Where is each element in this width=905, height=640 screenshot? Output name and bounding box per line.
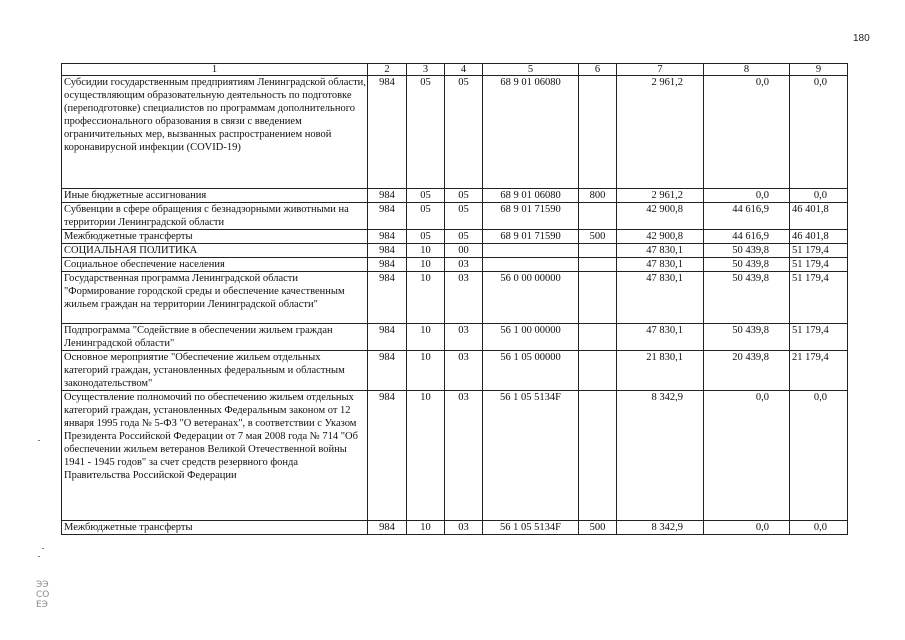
target-item-cell: 68 9 01 71590 [483, 203, 579, 230]
amount-year1-cell: 2 961,2 [617, 189, 704, 203]
table-row [62, 324, 848, 351]
expense-type-cell [579, 351, 617, 391]
table-row [62, 203, 848, 230]
grbs-code-cell: 984 [368, 244, 407, 258]
amount-year3-cell: 21 179,4 [790, 351, 848, 391]
grbs-code-cell: 984 [368, 324, 407, 351]
table-row [62, 521, 848, 535]
table-row [62, 189, 848, 203]
expense-type-cell: 500 [579, 521, 617, 535]
amount-year3-cell: 46 401,8 [790, 230, 848, 244]
subsection-code-cell: 05 [445, 76, 483, 189]
amount-year2-cell: 50 439,8 [704, 244, 790, 258]
table-body [62, 76, 848, 535]
column-number: 5 [483, 64, 579, 76]
expense-type-cell: 800 [579, 189, 617, 203]
expense-type-cell [579, 391, 617, 521]
margin-mark: ЕЭ [36, 600, 48, 610]
expense-type-cell [579, 203, 617, 230]
amount-year1-cell: 47 830,1 [617, 244, 704, 258]
amount-year3-cell: 51 179,4 [790, 258, 848, 272]
target-item-cell: 56 1 05 5134F [483, 391, 579, 521]
amount-year1-cell: 47 830,1 [617, 258, 704, 272]
column-number: 9 [790, 64, 848, 76]
row-name-cell: Социальное обеспечение населения [62, 258, 368, 272]
amount-year3-cell: 0,0 [790, 391, 848, 521]
table-row [62, 391, 848, 521]
target-item-cell: 68 9 01 71590 [483, 230, 579, 244]
grbs-code-cell: 984 [368, 203, 407, 230]
section-code-cell: 05 [407, 76, 445, 189]
amount-year1-cell: 47 830,1 [617, 324, 704, 351]
amount-year2-cell: 20 439,8 [704, 351, 790, 391]
amount-year2-cell: 44 616,9 [704, 203, 790, 230]
row-name-cell: Межбюджетные трансферты [62, 521, 368, 535]
row-name-cell: Основное мероприятие "Обеспечение жильем отдельных категорий граждан, установленных федеральным и областным законодательством" [62, 351, 368, 391]
amount-year1-cell: 47 830,1 [617, 272, 704, 324]
target-item-cell: 56 1 05 00000 [483, 351, 579, 391]
row-name-cell: Межбюджетные трансферты [62, 230, 368, 244]
grbs-code-cell: 984 [368, 272, 407, 324]
section-code-cell: 10 [407, 324, 445, 351]
amount-year3-cell: 51 179,4 [790, 324, 848, 351]
column-number: 3 [407, 64, 445, 76]
section-code-cell: 10 [407, 244, 445, 258]
expense-type-cell [579, 324, 617, 351]
amount-year2-cell: 0,0 [704, 521, 790, 535]
table-row [62, 230, 848, 244]
target-item-cell [483, 258, 579, 272]
section-code-cell: 10 [407, 258, 445, 272]
page-number: 180 [853, 33, 870, 44]
subsection-code-cell: 03 [445, 258, 483, 272]
subsection-code-cell: 05 [445, 189, 483, 203]
column-number: 4 [445, 64, 483, 76]
section-code-cell: 10 [407, 272, 445, 324]
expense-type-cell [579, 258, 617, 272]
expense-type-cell [579, 76, 617, 189]
subsection-code-cell: 00 [445, 244, 483, 258]
amount-year2-cell: 0,0 [704, 391, 790, 521]
column-number: 7 [617, 64, 704, 76]
expense-type-cell [579, 244, 617, 258]
row-name-cell: Подпрограмма "Содействие в обеспечении жильем граждан Ленинградской области" [62, 324, 368, 351]
subsection-code-cell: 05 [445, 230, 483, 244]
target-item-cell: 68 9 01 06080 [483, 189, 579, 203]
amount-year2-cell: 44 616,9 [704, 230, 790, 244]
amount-year1-cell: 42 900,8 [617, 203, 704, 230]
subsection-code-cell: 03 [445, 521, 483, 535]
row-name-cell: Иные бюджетные ассигнования [62, 189, 368, 203]
amount-year3-cell: 0,0 [790, 521, 848, 535]
row-name-cell: Субсидии государственным предприятиям Ленинградской области, осуществляющим образовательную деятельность по подготовке (переподготовке) специалистов по программам дополнительного профессионального образования в связи с введением ограничительных мер, вызванных распространением новой коронавирусной инфекции (COVID-19) [62, 76, 368, 189]
row-name-cell: Осуществление полномочий по обеспечению жильем отдельных категорий граждан, установленных Федеральным законом от 12 января 1995 года № 5-ФЗ "О ветеранах", в соответствии с Указом Президента Российской Федерации от 7 мая 2008 года № 714 "Об обеспечении жильем ветеранов Великой Отечественной войны 1941 - 1945 годов" за счет средств резервного фонда Правительства Российской Федерации [62, 391, 368, 521]
subsection-code-cell: 05 [445, 203, 483, 230]
grbs-code-cell: 984 [368, 230, 407, 244]
grbs-code-cell: 984 [368, 258, 407, 272]
section-code-cell: 05 [407, 230, 445, 244]
subsection-code-cell: 03 [445, 391, 483, 521]
scan-speck [42, 548, 44, 549]
subsection-code-cell: 03 [445, 324, 483, 351]
table-row [62, 272, 848, 324]
row-name-cell: Субвенции в сфере обращения с безнадзорными животными на территории Ленинградской области [62, 203, 368, 230]
column-number: 1 [62, 64, 368, 76]
grbs-code-cell: 984 [368, 521, 407, 535]
grbs-code-cell: 984 [368, 76, 407, 189]
margin-mark: ЭЭ [36, 580, 49, 590]
amount-year1-cell: 2 961,2 [617, 76, 704, 189]
table-row [62, 76, 848, 189]
scan-speck [38, 556, 40, 557]
amount-year2-cell: 0,0 [704, 189, 790, 203]
amount-year3-cell: 51 179,4 [790, 244, 848, 258]
table-row [62, 244, 848, 258]
amount-year2-cell: 50 439,8 [704, 272, 790, 324]
table-row [62, 351, 848, 391]
amount-year2-cell: 0,0 [704, 76, 790, 189]
section-code-cell: 05 [407, 203, 445, 230]
amount-year1-cell: 42 900,8 [617, 230, 704, 244]
section-code-cell: 10 [407, 521, 445, 535]
table-row [62, 258, 848, 272]
grbs-code-cell: 984 [368, 391, 407, 521]
amount-year3-cell: 46 401,8 [790, 203, 848, 230]
amount-year2-cell: 50 439,8 [704, 258, 790, 272]
amount-year1-cell: 8 342,9 [617, 521, 704, 535]
target-item-cell: 68 9 01 06080 [483, 76, 579, 189]
target-item-cell: 56 1 05 5134F [483, 521, 579, 535]
target-item-cell [483, 244, 579, 258]
amount-year1-cell: 8 342,9 [617, 391, 704, 521]
column-number-row [62, 64, 848, 76]
budget-table [61, 63, 848, 535]
expense-type-cell: 500 [579, 230, 617, 244]
grbs-code-cell: 984 [368, 351, 407, 391]
amount-year2-cell: 50 439,8 [704, 324, 790, 351]
amount-year1-cell: 21 830,1 [617, 351, 704, 391]
section-code-cell: 10 [407, 391, 445, 521]
section-code-cell: 05 [407, 189, 445, 203]
column-number: 6 [579, 64, 617, 76]
scan-speck [38, 440, 40, 441]
amount-year3-cell: 0,0 [790, 189, 848, 203]
row-name-cell: СОЦИАЛЬНАЯ ПОЛИТИКА [62, 244, 368, 258]
amount-year3-cell: 0,0 [790, 76, 848, 189]
amount-year3-cell: 51 179,4 [790, 272, 848, 324]
column-number: 2 [368, 64, 407, 76]
expense-type-cell [579, 272, 617, 324]
target-item-cell: 56 1 00 00000 [483, 324, 579, 351]
margin-mark: СО [36, 590, 50, 600]
column-number: 8 [704, 64, 790, 76]
subsection-code-cell: 03 [445, 272, 483, 324]
row-name-cell: Государственная программа Ленинградской области "Формирование городской среды и обеспечение качественным жильем граждан на территории Ленинградской области" [62, 272, 368, 324]
grbs-code-cell: 984 [368, 189, 407, 203]
section-code-cell: 10 [407, 351, 445, 391]
subsection-code-cell: 03 [445, 351, 483, 391]
target-item-cell: 56 0 00 00000 [483, 272, 579, 324]
margin-marks [36, 580, 50, 610]
